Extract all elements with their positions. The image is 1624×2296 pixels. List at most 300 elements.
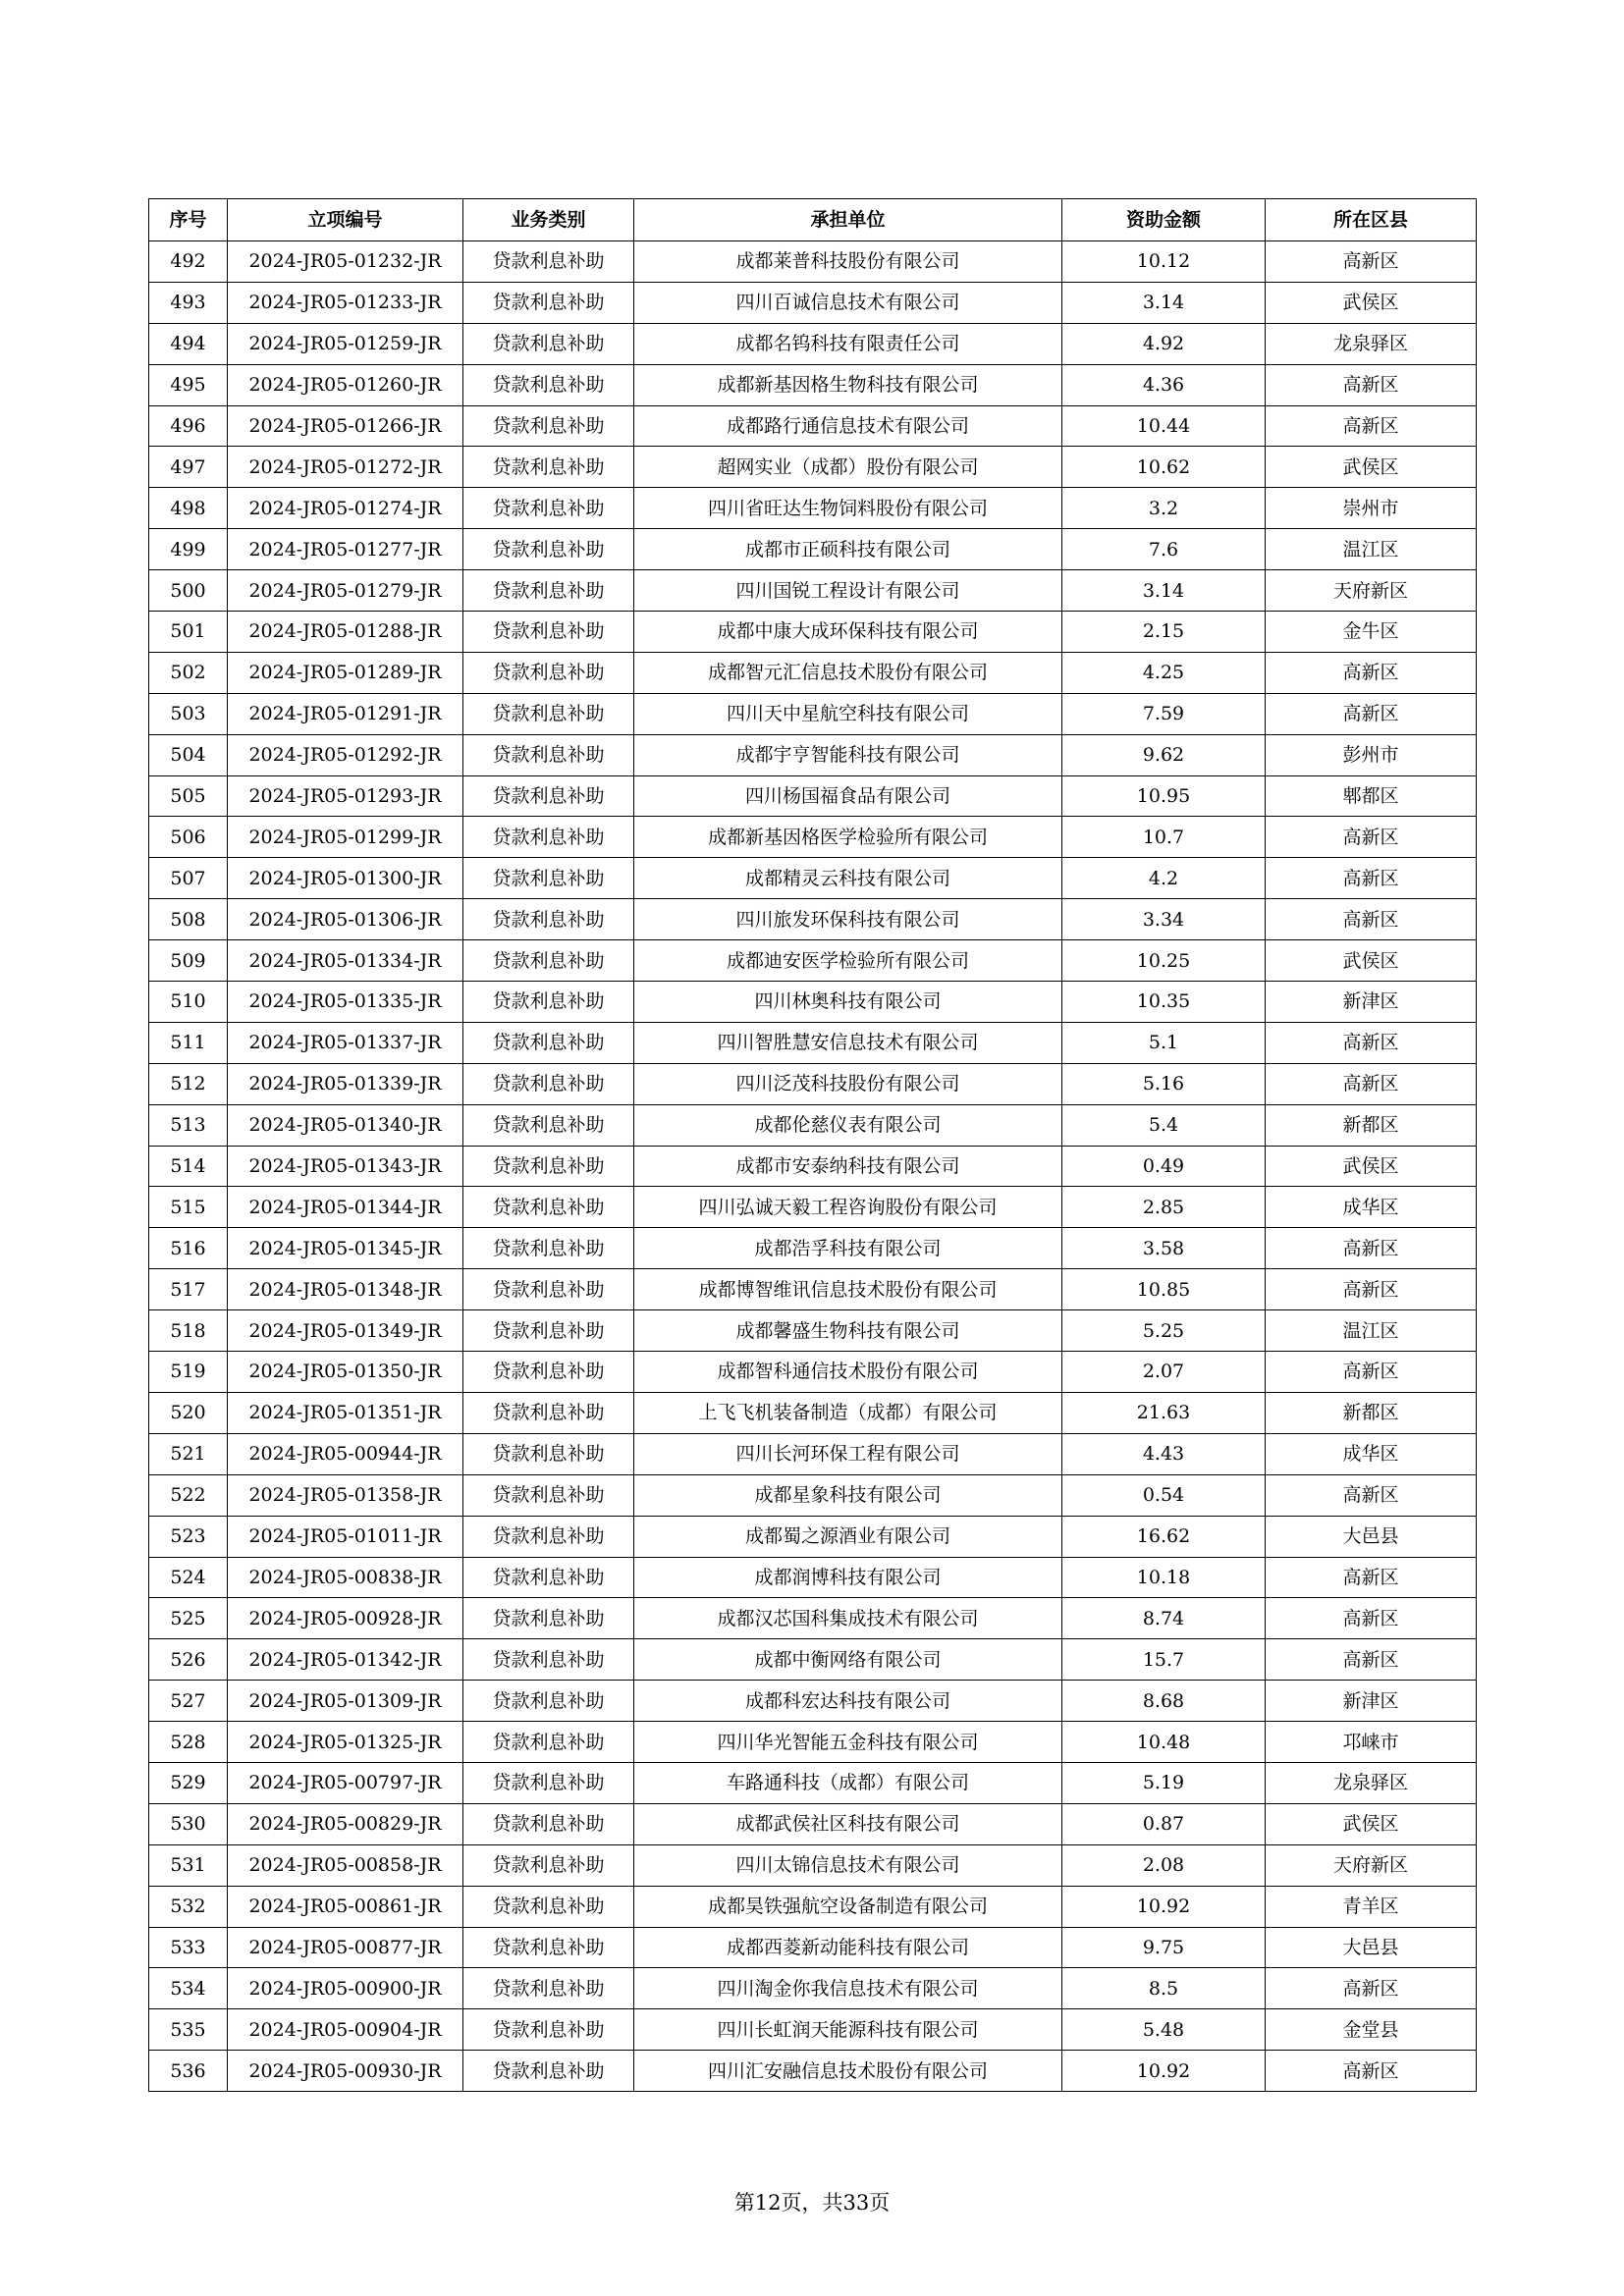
cell-col-company: 成都星象科技有限公司 [634,1474,1062,1516]
cell-col-category: 贷款利息补助 [463,775,634,817]
cell-col-district: 高新区 [1266,899,1477,940]
table-row [149,1269,1477,1310]
cell-col-index: 494 [149,323,228,364]
cell-col-company: 四川天中星航空科技有限公司 [634,693,1062,734]
table-body [149,241,1477,2092]
cell-col-company: 成都博智维讯信息技术股份有限公司 [634,1269,1062,1310]
table-row [149,2051,1477,2092]
cell-col-amount: 2.07 [1062,1352,1266,1393]
cell-col-district: 天府新区 [1266,1844,1477,1886]
cell-col-category: 贷款利息补助 [463,899,634,940]
cell-col-amount: 4.92 [1062,323,1266,364]
cell-col-district: 高新区 [1266,858,1477,899]
cell-col-company: 成都迪安医学检验所有限公司 [634,940,1062,982]
cell-col-project-id: 2024-JR05-00838-JR [228,1557,463,1598]
cell-col-district: 崇州市 [1266,488,1477,529]
cell-col-index: 529 [149,1762,228,1803]
cell-col-project-id: 2024-JR05-01340-JR [228,1104,463,1146]
cell-col-index: 504 [149,734,228,775]
cell-col-amount: 10.95 [1062,775,1266,817]
cell-col-company: 四川百诚信息技术有限公司 [634,282,1062,323]
cell-col-district: 邛崃市 [1266,1722,1477,1763]
funding-table [148,198,1477,2092]
cell-col-amount: 4.43 [1062,1433,1266,1474]
table-row [149,488,1477,529]
header-col-amount: 资助金额 [1062,199,1266,241]
cell-col-district: 高新区 [1266,1639,1477,1681]
cell-col-project-id: 2024-JR05-01260-JR [228,364,463,405]
cell-col-category: 贷款利息补助 [463,1352,634,1393]
table-row [149,405,1477,447]
cell-col-index: 533 [149,1927,228,1968]
cell-col-district: 新都区 [1266,1104,1477,1146]
cell-col-district: 高新区 [1266,1269,1477,1310]
table-row [149,1474,1477,1516]
cell-col-district: 武侯区 [1266,940,1477,982]
cell-col-index: 521 [149,1433,228,1474]
cell-col-project-id: 2024-JR05-01345-JR [228,1228,463,1269]
cell-col-company: 成都路行通信息技术有限公司 [634,405,1062,447]
cell-col-project-id: 2024-JR05-00904-JR [228,2009,463,2051]
cell-col-category: 贷款利息补助 [463,1598,634,1639]
cell-col-category: 贷款利息补助 [463,570,634,612]
cell-col-project-id: 2024-JR05-01344-JR [228,1187,463,1228]
cell-col-amount: 0.87 [1062,1803,1266,1844]
table-row [149,1927,1477,1968]
cell-col-category: 贷款利息补助 [463,1392,634,1433]
cell-col-category: 贷款利息补助 [463,1187,634,1228]
cell-col-amount: 3.34 [1062,899,1266,940]
cell-col-category: 贷款利息补助 [463,612,634,653]
cell-col-category: 贷款利息补助 [463,323,634,364]
cell-col-amount: 7.6 [1062,529,1266,570]
cell-col-project-id: 2024-JR05-00858-JR [228,1844,463,1886]
cell-col-company: 四川林奥科技有限公司 [634,982,1062,1023]
cell-col-index: 501 [149,612,228,653]
cell-col-company: 四川汇安融信息技术股份有限公司 [634,2051,1062,2092]
cell-col-index: 522 [149,1474,228,1516]
table-row [149,1762,1477,1803]
cell-col-company: 成都伦慈仪表有限公司 [634,1104,1062,1146]
cell-col-project-id: 2024-JR05-01289-JR [228,652,463,693]
cell-col-amount: 10.48 [1062,1722,1266,1763]
cell-col-category: 贷款利息补助 [463,1722,634,1763]
cell-col-amount: 10.7 [1062,817,1266,858]
table-row [149,1803,1477,1844]
cell-col-project-id: 2024-JR05-00829-JR [228,1803,463,1844]
cell-col-district: 高新区 [1266,1968,1477,2009]
cell-col-amount: 2.15 [1062,612,1266,653]
cell-col-category: 贷款利息补助 [463,1844,634,1886]
cell-col-category: 贷款利息补助 [463,1803,634,1844]
cell-col-category: 贷款利息补助 [463,1639,634,1681]
cell-col-district: 温江区 [1266,529,1477,570]
table-row [149,1639,1477,1681]
cell-col-index: 523 [149,1516,228,1557]
cell-col-project-id: 2024-JR05-01292-JR [228,734,463,775]
cell-col-company: 上飞飞机装备制造（成都）有限公司 [634,1392,1062,1433]
cell-col-category: 贷款利息补助 [463,1681,634,1722]
cell-col-project-id: 2024-JR05-01350-JR [228,1352,463,1393]
cell-col-category: 贷款利息补助 [463,1310,634,1352]
header-col-index: 序号 [149,199,228,241]
cell-col-category: 贷款利息补助 [463,1022,634,1063]
cell-col-district: 高新区 [1266,652,1477,693]
cell-col-project-id: 2024-JR05-01339-JR [228,1063,463,1104]
cell-col-category: 贷款利息补助 [463,1433,634,1474]
cell-col-amount: 8.5 [1062,1968,1266,2009]
cell-col-amount: 3.14 [1062,282,1266,323]
cell-col-company: 成都蜀之源酒业有限公司 [634,1516,1062,1557]
cell-col-index: 497 [149,447,228,488]
cell-col-category: 贷款利息补助 [463,1269,634,1310]
cell-col-index: 495 [149,364,228,405]
header-col-category: 业务类别 [463,199,634,241]
cell-col-project-id: 2024-JR05-01233-JR [228,282,463,323]
cell-col-amount: 5.1 [1062,1022,1266,1063]
cell-col-district: 高新区 [1266,1022,1477,1063]
cell-col-amount: 0.54 [1062,1474,1266,1516]
header-col-company: 承担单位 [634,199,1062,241]
cell-col-category: 贷款利息补助 [463,488,634,529]
cell-col-project-id: 2024-JR05-01288-JR [228,612,463,653]
cell-col-category: 贷款利息补助 [463,1516,634,1557]
cell-col-index: 528 [149,1722,228,1763]
cell-col-amount: 10.35 [1062,982,1266,1023]
cell-col-amount: 7.59 [1062,693,1266,734]
cell-col-index: 499 [149,529,228,570]
cell-col-category: 贷款利息补助 [463,447,634,488]
cell-col-district: 武侯区 [1266,282,1477,323]
cell-col-category: 贷款利息补助 [463,734,634,775]
cell-col-category: 贷款利息补助 [463,1146,634,1187]
cell-col-project-id: 2024-JR05-01300-JR [228,858,463,899]
cell-col-district: 新都区 [1266,1392,1477,1433]
cell-col-amount: 10.92 [1062,1886,1266,1927]
cell-col-category: 贷款利息补助 [463,1968,634,2009]
cell-col-district: 郫都区 [1266,775,1477,817]
table-row [149,652,1477,693]
table-row [149,570,1477,612]
cell-col-district: 新津区 [1266,1681,1477,1722]
table-row [149,1844,1477,1886]
cell-col-project-id: 2024-JR05-01342-JR [228,1639,463,1681]
cell-col-category: 贷款利息补助 [463,1762,634,1803]
table-row [149,2009,1477,2051]
cell-col-amount: 4.36 [1062,364,1266,405]
cell-col-amount: 5.19 [1062,1762,1266,1803]
table-row [149,1681,1477,1722]
cell-col-district: 武侯区 [1266,1803,1477,1844]
cell-col-project-id: 2024-JR05-01279-JR [228,570,463,612]
table-row [149,1598,1477,1639]
cell-col-category: 贷款利息补助 [463,1557,634,1598]
cell-col-district: 大邑县 [1266,1516,1477,1557]
table-row [149,1022,1477,1063]
table-header-row [149,199,1477,241]
cell-col-project-id: 2024-JR05-01277-JR [228,529,463,570]
cell-col-district: 金堂县 [1266,2009,1477,2051]
cell-col-district: 温江区 [1266,1310,1477,1352]
table-row [149,1433,1477,1474]
cell-col-company: 成都西菱新动能科技有限公司 [634,1927,1062,1968]
cell-col-category: 贷款利息补助 [463,1104,634,1146]
cell-col-district: 高新区 [1266,1352,1477,1393]
cell-col-project-id: 2024-JR05-01306-JR [228,899,463,940]
cell-col-amount: 3.14 [1062,570,1266,612]
cell-col-company: 成都科宏达科技有限公司 [634,1681,1062,1722]
cell-col-amount: 5.25 [1062,1310,1266,1352]
table-row [149,940,1477,982]
cell-col-district: 新津区 [1266,982,1477,1023]
cell-col-company: 成都新基因格医学检验所有限公司 [634,817,1062,858]
cell-col-amount: 10.18 [1062,1557,1266,1598]
cell-col-company: 四川泛茂科技股份有限公司 [634,1063,1062,1104]
cell-col-category: 贷款利息补助 [463,817,634,858]
cell-col-project-id: 2024-JR05-00944-JR [228,1433,463,1474]
table-row [149,364,1477,405]
cell-col-company: 四川省旺达生物饲料股份有限公司 [634,488,1062,529]
cell-col-index: 492 [149,241,228,283]
cell-col-index: 496 [149,405,228,447]
cell-col-project-id: 2024-JR05-00877-JR [228,1927,463,1968]
cell-col-company: 成都润博科技有限公司 [634,1557,1062,1598]
cell-col-amount: 5.48 [1062,2009,1266,2051]
cell-col-project-id: 2024-JR05-01348-JR [228,1269,463,1310]
cell-col-company: 四川旅发环保科技有限公司 [634,899,1062,940]
cell-col-amount: 10.85 [1062,1269,1266,1310]
cell-col-project-id: 2024-JR05-01232-JR [228,241,463,283]
cell-col-district: 成华区 [1266,1433,1477,1474]
cell-col-category: 贷款利息补助 [463,652,634,693]
table-row [149,241,1477,283]
cell-col-district: 大邑县 [1266,1927,1477,1968]
cell-col-index: 518 [149,1310,228,1352]
cell-col-company: 超网实业（成都）股份有限公司 [634,447,1062,488]
table-row [149,612,1477,653]
cell-col-company: 成都莱普科技股份有限公司 [634,241,1062,283]
cell-col-company: 成都精灵云科技有限公司 [634,858,1062,899]
table-row [149,282,1477,323]
cell-col-project-id: 2024-JR05-01349-JR [228,1310,463,1352]
cell-col-company: 四川长河环保工程有限公司 [634,1433,1062,1474]
header-col-district: 所在区县 [1266,199,1477,241]
cell-col-project-id: 2024-JR05-01358-JR [228,1474,463,1516]
cell-col-index: 535 [149,2009,228,2051]
cell-col-district: 高新区 [1266,1228,1477,1269]
cell-col-district: 高新区 [1266,364,1477,405]
cell-col-category: 贷款利息补助 [463,1228,634,1269]
cell-col-index: 530 [149,1803,228,1844]
cell-col-amount: 10.44 [1062,405,1266,447]
cell-col-company: 车路通科技（成都）有限公司 [634,1762,1062,1803]
cell-col-index: 536 [149,2051,228,2092]
table-row [149,982,1477,1023]
page-number: 第12页，共33页 [733,2191,891,2215]
cell-col-category: 贷款利息补助 [463,1474,634,1516]
cell-col-company: 四川国锐工程设计有限公司 [634,570,1062,612]
cell-col-category: 贷款利息补助 [463,1927,634,1968]
cell-col-index: 502 [149,652,228,693]
table-row [149,529,1477,570]
cell-col-index: 532 [149,1886,228,1927]
cell-col-index: 508 [149,899,228,940]
cell-col-category: 贷款利息补助 [463,858,634,899]
cell-col-index: 517 [149,1269,228,1310]
cell-col-index: 509 [149,940,228,982]
table-row [149,1886,1477,1927]
cell-col-company: 四川太锦信息技术有限公司 [634,1844,1062,1886]
cell-col-category: 贷款利息补助 [463,405,634,447]
cell-col-index: 513 [149,1104,228,1146]
cell-col-project-id: 2024-JR05-01291-JR [228,693,463,734]
table-row [149,1146,1477,1187]
cell-col-index: 519 [149,1352,228,1393]
cell-col-company: 成都智元汇信息技术股份有限公司 [634,652,1062,693]
cell-col-category: 贷款利息补助 [463,529,634,570]
cell-col-project-id: 2024-JR05-01325-JR [228,1722,463,1763]
cell-col-company: 成都中康大成环保科技有限公司 [634,612,1062,653]
cell-col-company: 四川弘诚天毅工程咨询股份有限公司 [634,1187,1062,1228]
cell-col-company: 四川智胜慧安信息技术有限公司 [634,1022,1062,1063]
cell-col-category: 贷款利息补助 [463,282,634,323]
cell-col-amount: 10.92 [1062,2051,1266,2092]
cell-col-amount: 10.62 [1062,447,1266,488]
cell-col-company: 四川淘金你我信息技术有限公司 [634,1968,1062,2009]
table-row [149,734,1477,775]
table-row [149,1968,1477,2009]
cell-col-company: 成都昊铁强航空设备制造有限公司 [634,1886,1062,1927]
table-row [149,858,1477,899]
cell-col-district: 高新区 [1266,1598,1477,1639]
cell-col-category: 贷款利息补助 [463,1063,634,1104]
cell-col-amount: 15.7 [1062,1639,1266,1681]
cell-col-index: 531 [149,1844,228,1886]
cell-col-index: 512 [149,1063,228,1104]
cell-col-index: 526 [149,1639,228,1681]
cell-col-district: 金牛区 [1266,612,1477,653]
cell-col-category: 贷款利息补助 [463,241,634,283]
cell-col-amount: 2.85 [1062,1187,1266,1228]
funding-table-container [148,198,1476,2092]
cell-col-category: 贷款利息补助 [463,982,634,1023]
cell-col-index: 510 [149,982,228,1023]
cell-col-district: 高新区 [1266,693,1477,734]
cell-col-index: 534 [149,1968,228,2009]
cell-col-company: 成都名钨科技有限责任公司 [634,323,1062,364]
cell-col-company: 成都武侯社区科技有限公司 [634,1803,1062,1844]
cell-col-amount: 3.2 [1062,488,1266,529]
table-row [149,775,1477,817]
cell-col-amount: 4.2 [1062,858,1266,899]
cell-col-amount: 10.25 [1062,940,1266,982]
table-row [149,1392,1477,1433]
header-col-project-id: 立项编号 [228,199,463,241]
cell-col-amount: 4.25 [1062,652,1266,693]
cell-col-index: 525 [149,1598,228,1639]
cell-col-project-id: 2024-JR05-01299-JR [228,817,463,858]
cell-col-project-id: 2024-JR05-01351-JR [228,1392,463,1433]
cell-col-amount: 21.63 [1062,1392,1266,1433]
cell-col-amount: 5.16 [1062,1063,1266,1104]
cell-col-district: 高新区 [1266,817,1477,858]
cell-col-index: 515 [149,1187,228,1228]
cell-col-district: 高新区 [1266,241,1477,283]
cell-col-category: 贷款利息补助 [463,940,634,982]
cell-col-amount: 3.58 [1062,1228,1266,1269]
cell-col-company: 四川华光智能五金科技有限公司 [634,1722,1062,1763]
cell-col-company: 四川杨国福食品有限公司 [634,775,1062,817]
cell-col-project-id: 2024-JR05-00930-JR [228,2051,463,2092]
cell-col-district: 武侯区 [1266,447,1477,488]
cell-col-index: 514 [149,1146,228,1187]
cell-col-district: 高新区 [1266,1474,1477,1516]
cell-col-index: 503 [149,693,228,734]
cell-col-company: 成都智科通信技术股份有限公司 [634,1352,1062,1393]
cell-col-category: 贷款利息补助 [463,1886,634,1927]
cell-col-company: 成都新基因格生物科技有限公司 [634,364,1062,405]
cell-col-amount: 0.49 [1062,1146,1266,1187]
cell-col-project-id: 2024-JR05-01334-JR [228,940,463,982]
cell-col-amount: 9.62 [1062,734,1266,775]
cell-col-district: 成华区 [1266,1187,1477,1228]
table-row [149,323,1477,364]
cell-col-project-id: 2024-JR05-00928-JR [228,1598,463,1639]
table-row [149,447,1477,488]
cell-col-project-id: 2024-JR05-01337-JR [228,1022,463,1063]
table-row [149,693,1477,734]
cell-col-amount: 8.68 [1062,1681,1266,1722]
table-row [149,1352,1477,1393]
cell-col-project-id: 2024-JR05-00861-JR [228,1886,463,1927]
table-row [149,1104,1477,1146]
cell-col-company: 成都汉芯国科集成技术有限公司 [634,1598,1062,1639]
cell-col-project-id: 2024-JR05-01266-JR [228,405,463,447]
cell-col-district: 高新区 [1266,2051,1477,2092]
table-row [149,1310,1477,1352]
cell-col-project-id: 2024-JR05-01011-JR [228,1516,463,1557]
cell-col-district: 龙泉驿区 [1266,323,1477,364]
cell-col-index: 507 [149,858,228,899]
cell-col-project-id: 2024-JR05-01272-JR [228,447,463,488]
cell-col-category: 贷款利息补助 [463,693,634,734]
cell-col-district: 龙泉驿区 [1266,1762,1477,1803]
cell-col-project-id: 2024-JR05-00797-JR [228,1762,463,1803]
cell-col-project-id: 2024-JR05-01293-JR [228,775,463,817]
cell-col-amount: 8.74 [1062,1598,1266,1639]
cell-col-index: 493 [149,282,228,323]
cell-col-district: 高新区 [1266,1063,1477,1104]
cell-col-district: 天府新区 [1266,570,1477,612]
table-row [149,1516,1477,1557]
table-row [149,1722,1477,1763]
cell-col-project-id: 2024-JR05-01335-JR [228,982,463,1023]
cell-col-company: 成都宇亨智能科技有限公司 [634,734,1062,775]
cell-col-index: 506 [149,817,228,858]
cell-col-index: 520 [149,1392,228,1433]
table-row [149,899,1477,940]
cell-col-index: 516 [149,1228,228,1269]
cell-col-company: 成都中衡网络有限公司 [634,1639,1062,1681]
cell-col-company: 成都馨盛生物科技有限公司 [634,1310,1062,1352]
cell-col-amount: 9.75 [1062,1927,1266,1968]
cell-col-project-id: 2024-JR05-00900-JR [228,1968,463,2009]
cell-col-amount: 5.4 [1062,1104,1266,1146]
cell-col-district: 青羊区 [1266,1886,1477,1927]
cell-col-index: 505 [149,775,228,817]
cell-col-index: 524 [149,1557,228,1598]
table-row [149,1063,1477,1104]
